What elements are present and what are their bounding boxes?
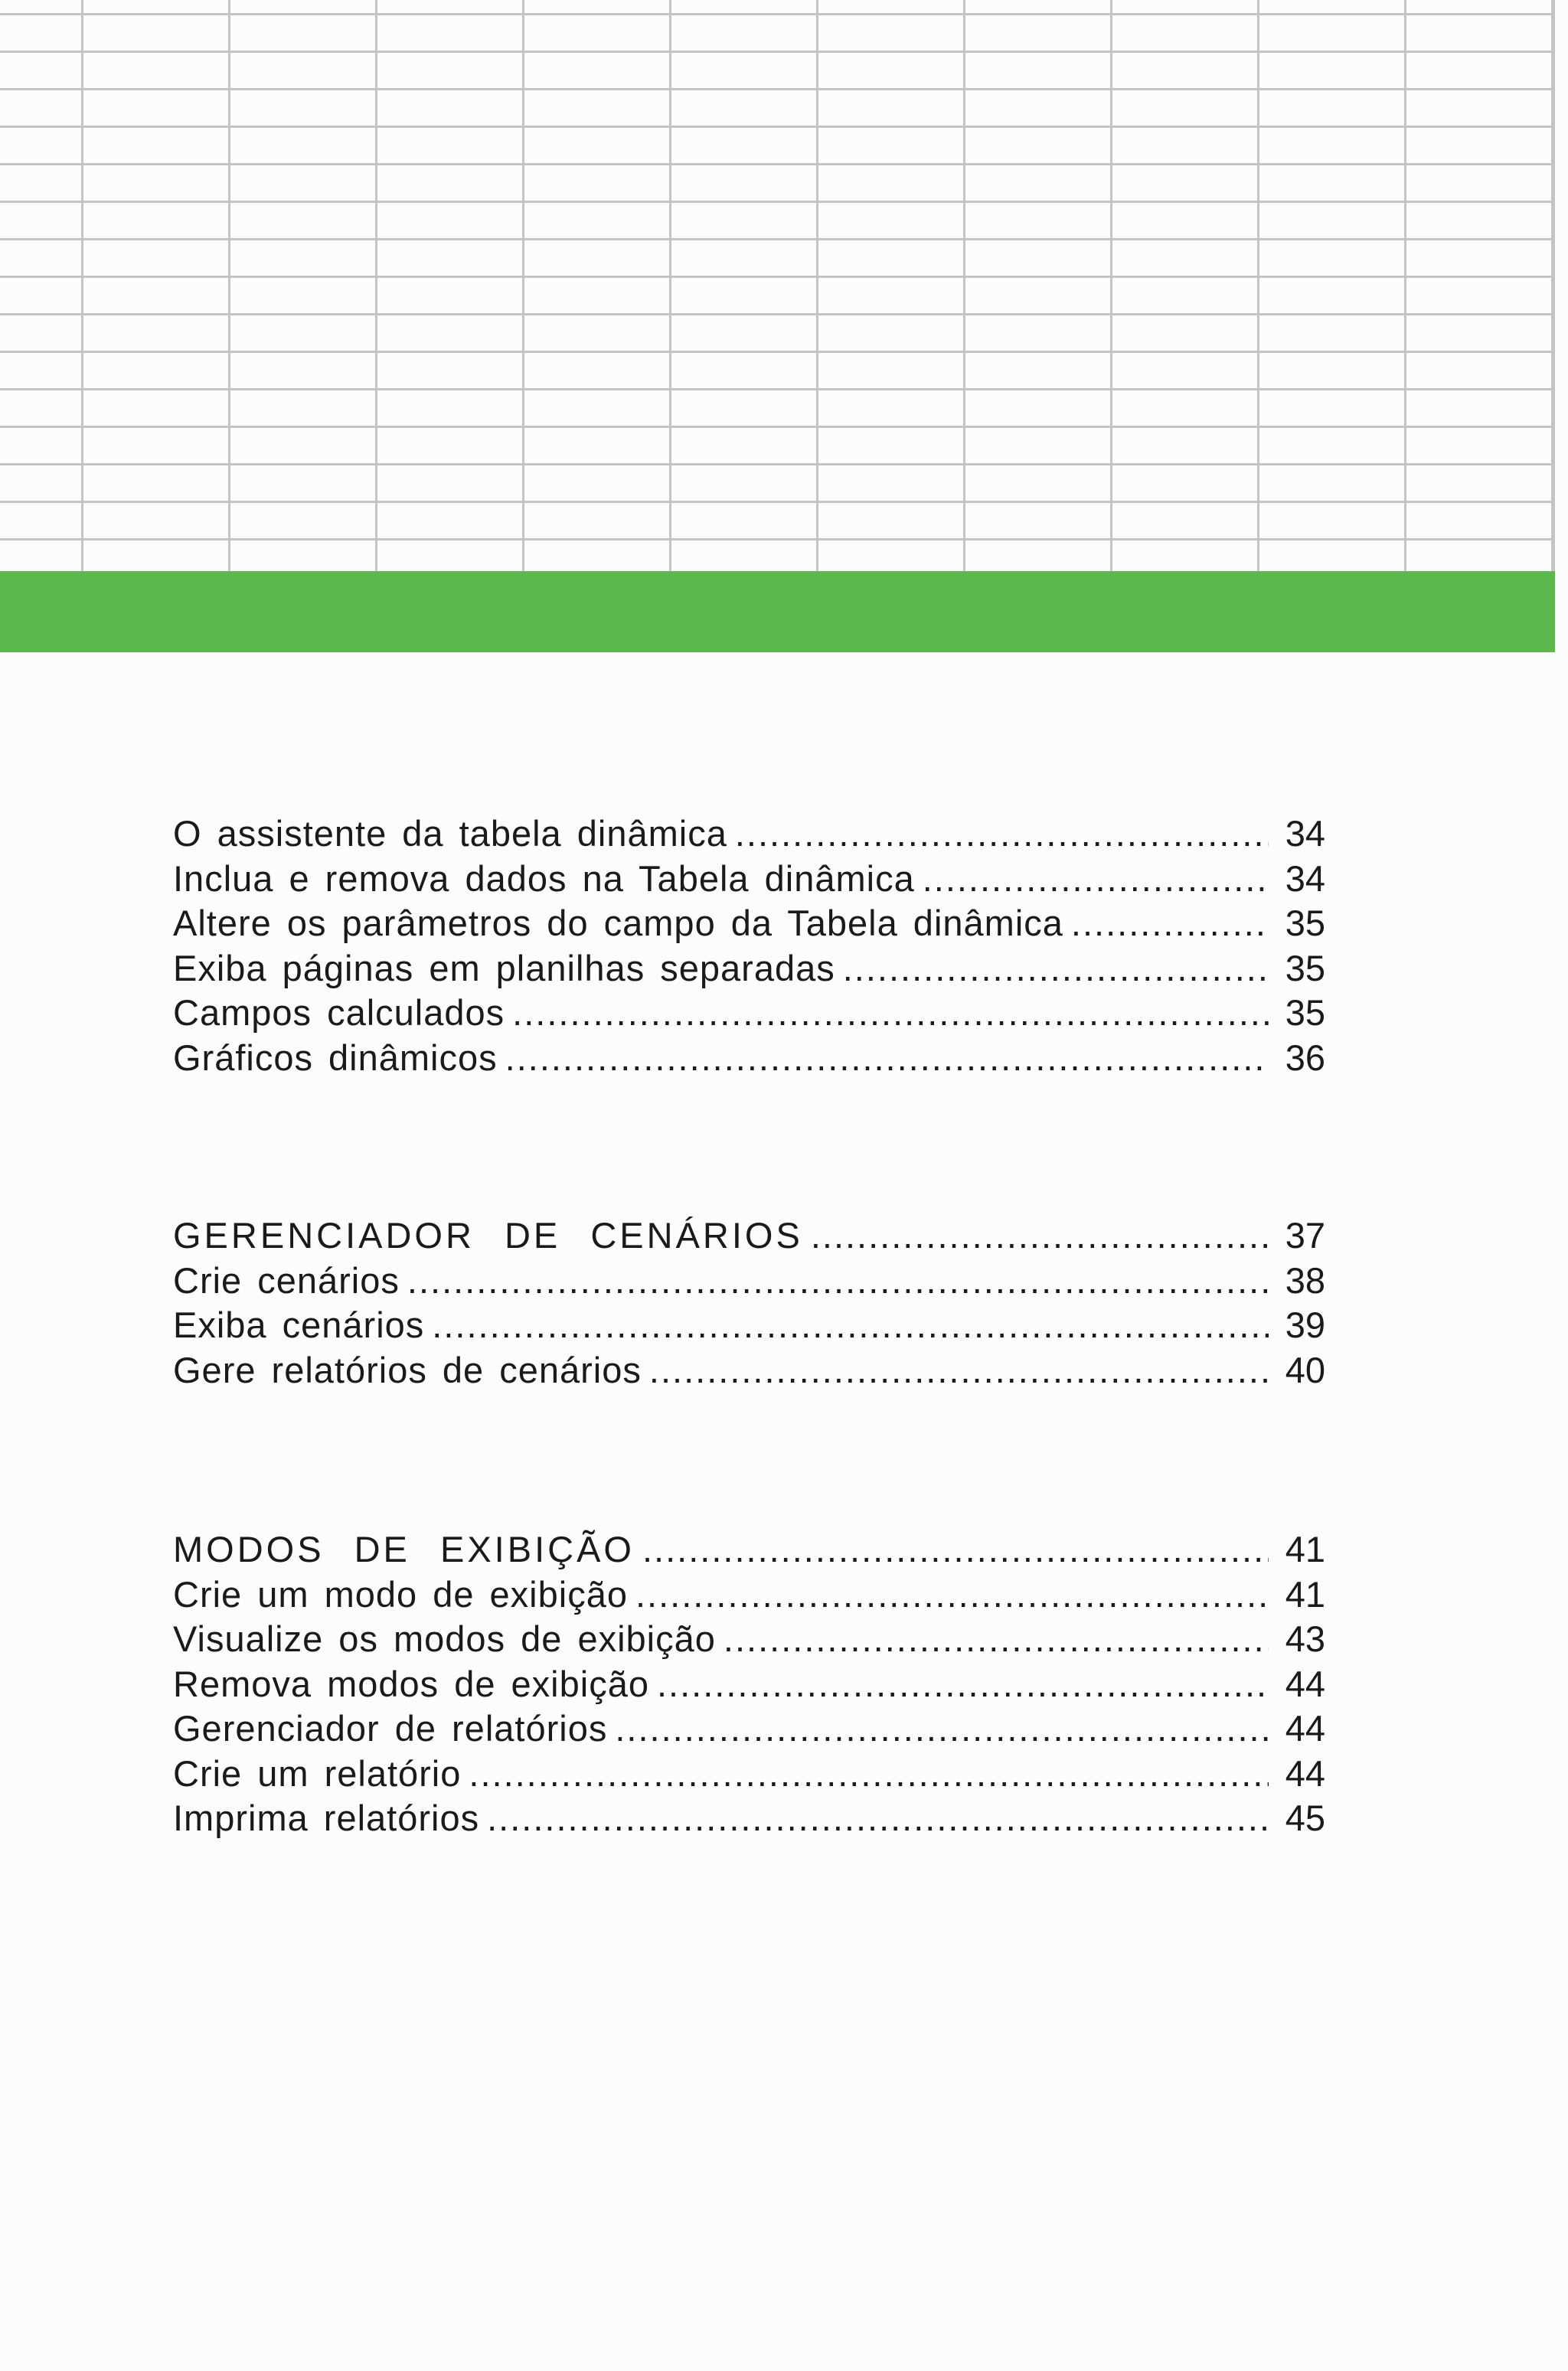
- toc-entry-page: 35: [1285, 947, 1325, 988]
- spreadsheet-grid-decoration: [0, 0, 1555, 571]
- toc-entry[interactable]: [173, 946, 1325, 991]
- toc-entry-page: 35: [1285, 903, 1325, 943]
- dot-leader: [923, 857, 1269, 902]
- toc-entry-page: 44: [1285, 1752, 1325, 1794]
- toc-entry-page: 35: [1285, 992, 1325, 1033]
- dot-leader: [811, 1213, 1269, 1259]
- toc-entry[interactable]: [173, 1752, 1325, 1797]
- dot-leader: [843, 946, 1269, 991]
- dot-leader: [657, 1662, 1269, 1707]
- toc-entry-page: 41: [1285, 1573, 1325, 1615]
- toc-entry-page: 36: [1285, 1037, 1325, 1078]
- toc-entry-page: 38: [1285, 1259, 1325, 1301]
- dot-leader: [1071, 901, 1269, 946]
- toc-entry[interactable]: [173, 1706, 1325, 1752]
- toc-entry-label: Campos calculados: [173, 992, 505, 1033]
- dot-leader: [649, 1348, 1269, 1393]
- dot-leader: [635, 1573, 1269, 1618]
- toc-entry[interactable]: [173, 1303, 1325, 1348]
- toc-entry[interactable]: [173, 1662, 1325, 1707]
- toc-heading-label: MODOS DE EXIBIÇÃO: [173, 1529, 635, 1569]
- toc-entry[interactable]: [173, 1617, 1325, 1662]
- toc-entry-label: Gere relatórios de cenários: [173, 1349, 642, 1390]
- toc-entry-page: 34: [1285, 857, 1325, 899]
- dot-leader: [724, 1617, 1269, 1662]
- toc-entry[interactable]: [173, 1348, 1325, 1393]
- toc-heading-page: 37: [1285, 1215, 1325, 1256]
- dot-leader: [642, 1527, 1269, 1573]
- dot-leader: [735, 812, 1269, 857]
- toc-entry-page: 40: [1285, 1349, 1325, 1390]
- toc-entry-label: Inclua e remova dados na Tabela dinâmica: [173, 857, 915, 899]
- toc-section-scenario-manager: [173, 1213, 1325, 1393]
- toc-entry-label: O assistente da tabela dinâmica: [173, 813, 727, 854]
- dot-leader: [407, 1259, 1269, 1304]
- toc-entry-label: Visualize os modos de exibição: [173, 1618, 716, 1659]
- toc-entry-page: 34: [1285, 813, 1325, 854]
- toc-entry[interactable]: [173, 1036, 1325, 1081]
- toc-heading[interactable]: [173, 1527, 1325, 1573]
- toc-entry-page: 45: [1285, 1798, 1325, 1838]
- toc-section-pivot-tables: [173, 812, 1325, 1080]
- dot-leader: [615, 1706, 1269, 1752]
- dot-leader: [505, 1036, 1269, 1081]
- toc-entry-label: Crie cenários: [173, 1259, 400, 1301]
- dot-leader: [432, 1303, 1269, 1348]
- toc-heading[interactable]: [173, 1213, 1325, 1259]
- toc-section-view-modes: [173, 1527, 1325, 1841]
- toc-entry[interactable]: [173, 812, 1325, 857]
- toc-entry[interactable]: [173, 857, 1325, 902]
- toc-heading-page: 41: [1285, 1529, 1325, 1569]
- toc-entry-label: Altere os parâmetros do campo da Tabela dinâmica: [173, 903, 1063, 943]
- toc-entry-page: 44: [1285, 1663, 1325, 1704]
- toc-entry-label: Exiba cenários: [173, 1305, 425, 1345]
- dot-leader: [469, 1752, 1269, 1797]
- toc-entry-label: Crie um modo de exibição: [173, 1573, 628, 1615]
- dot-leader: [512, 991, 1269, 1036]
- toc-entry-page: 44: [1285, 1708, 1325, 1749]
- toc-entry-page: 39: [1285, 1305, 1325, 1345]
- toc-entry[interactable]: [173, 1259, 1325, 1304]
- toc-entry[interactable]: [173, 901, 1325, 946]
- toc-entry-label: Remova modos de exibição: [173, 1663, 649, 1704]
- toc-entry-label: Exiba páginas em planilhas separadas: [173, 947, 835, 988]
- toc-entry-label: Crie um relatório: [173, 1752, 462, 1794]
- toc-entry[interactable]: [173, 1796, 1325, 1841]
- toc-entry-label: Gerenciador de relatórios: [173, 1708, 608, 1749]
- toc-entry[interactable]: [173, 1573, 1325, 1618]
- toc-heading-label: GERENCIADOR DE CENÁRIOS: [173, 1215, 803, 1256]
- dot-leader: [487, 1796, 1269, 1841]
- toc-entry-page: 43: [1285, 1618, 1325, 1659]
- green-header-band: [0, 571, 1555, 652]
- toc-entry-label: Imprima relatórios: [173, 1798, 480, 1838]
- toc-entry[interactable]: [173, 991, 1325, 1036]
- toc-entry-label: Gráficos dinâmicos: [173, 1037, 498, 1078]
